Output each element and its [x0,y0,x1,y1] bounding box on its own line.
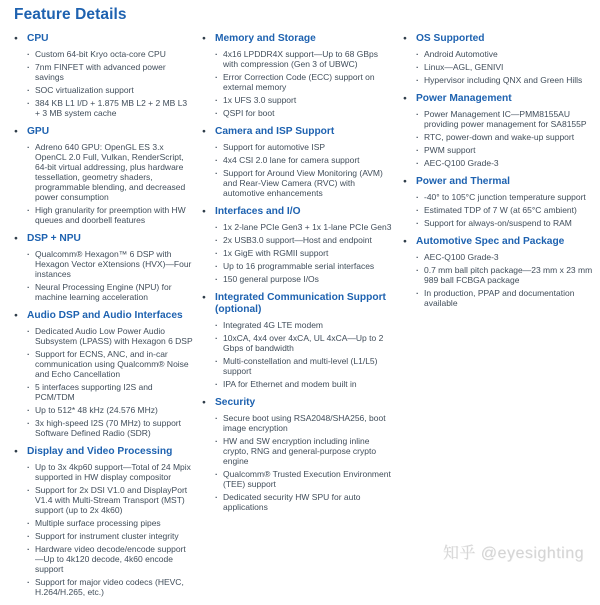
feature-item [215,155,395,165]
section-heading [14,446,193,458]
page-title: Feature Details [14,6,127,23]
item-bullet-icon: · [416,288,419,298]
feature-item [215,333,395,353]
section-bullet-icon: ● [14,127,18,135]
feature-item [215,222,395,232]
feature-item [215,108,395,118]
feature-item-text: Secure boot using RSA2048/SHA256, boot image encryption [223,413,386,433]
feature-section [202,397,395,512]
item-bullet-icon: · [27,349,30,359]
feature-item-text: Qualcomm® Hexagon™ 6 DSP with Hexagon Vector eXtensions (HVX)—Four instances [35,249,192,279]
feature-item-text: Support for Around View Monitoring (AVM) and Rear-View Camera (RVC) with automotive enhancements [223,168,383,198]
feature-item [27,142,193,202]
item-bullet-icon: · [215,95,218,105]
feature-section [403,93,596,168]
feature-item-text: PWM support [424,145,476,155]
feature-item [416,109,596,129]
feature-item-text: Integrated 4G LTE modem [223,320,324,330]
feature-item-text: Qualcomm® Trusted Execution Environment (TEE) support [223,469,391,489]
feature-section [403,236,596,308]
item-bullet-icon: · [215,469,218,479]
item-bullet-icon: · [215,356,218,366]
section-heading [14,33,193,45]
section-bullet-icon: ● [14,447,18,455]
section-items [14,326,193,438]
feature-item [416,75,596,85]
feature-item [27,485,193,515]
feature-item-text: Power Management IC—PMM8155AU providing power management for SA8155P [424,109,587,129]
feature-item [27,85,193,95]
feature-item-text: Error Correction Code (ECC) support on external memory [223,72,375,92]
feature-section [202,206,395,284]
feature-item-text: Hardware video decode/encode support—Up to 4k120 decode, 4k60 encode support [35,544,186,574]
section-items [403,252,596,308]
feature-item [27,282,193,302]
item-bullet-icon: · [27,249,30,259]
feature-item [416,205,596,215]
feature-item-text: In production, PPAP and documentation available [424,288,575,308]
section-bullet-icon: ● [202,398,206,406]
feature-item-text: 7nm FINFET with advanced power savings [35,62,166,82]
feature-item [215,72,395,92]
item-bullet-icon: · [27,98,30,108]
section-title: Automotive Spec and Package [416,236,565,247]
feature-item [215,168,395,198]
section-title: GPU [27,126,50,137]
section-title: Display and Video Processing [27,446,173,457]
item-bullet-icon: · [416,145,419,155]
feature-item-text: High granularity for preemption with HW queues and doorbell features [35,205,186,225]
section-bullet-icon: ● [202,127,206,135]
feature-item-text: QSPI for boot [223,108,275,118]
feature-item-text: Up to 512* 48 kHz (24.576 MHz) [35,405,158,415]
feature-item-text: Support for 2x DSI V1.0 and DisplayPort V1.4 with Multi-Stream Transport (MST) support (up to 2x 4k60) [35,485,188,515]
section-heading [202,33,395,45]
section-title: DSP + NPU [27,233,81,244]
section-title: Memory and Storage [215,33,316,44]
feature-item [416,252,596,262]
section-heading [14,233,193,245]
section-bullet-icon: ● [14,311,18,319]
item-bullet-icon: · [215,248,218,258]
item-bullet-icon: · [27,577,30,587]
item-bullet-icon: · [416,109,419,119]
feature-item-text: 1x GigE with RGMII support [223,248,329,258]
section-items [202,320,395,389]
feature-item-text: Android Automotive [424,49,498,59]
feature-section [202,33,395,118]
feature-item [215,413,395,433]
section-title: Power and Thermal [416,176,510,187]
feature-item [215,492,395,512]
item-bullet-icon: · [215,413,218,423]
section-heading [202,126,395,138]
item-bullet-icon: · [416,132,419,142]
item-bullet-icon: · [215,49,218,59]
section-items [202,49,395,118]
feature-item-text: Adreno 640 GPU: OpenGL ES 3.x OpenCL 2.0 Full, Vulkan, RenderScript, 64-bit virtual addressing, plus hardware tessellation, geometry shaders, programmable blending, and decreased power consumption [35,142,186,202]
watermark-text: 知乎 @eyesighting [442,545,584,562]
feature-item-text: 1x 2-lane PCIe Gen3 + 1x 1-lane PCIe Gen3 [223,222,392,232]
feature-item [27,544,193,574]
item-bullet-icon: · [215,142,218,152]
item-bullet-icon: · [215,261,218,271]
section-items [14,142,193,225]
item-bullet-icon: · [416,62,419,72]
feature-item-text: RTC, power-down and wake-up support [424,132,575,142]
feature-item-text: Linux—AGL, GENIVI [424,62,504,72]
feature-item-text: Estimated TDP of 7 W (at 65°C ambient) [424,205,577,215]
item-bullet-icon: · [215,222,218,232]
feature-item-text: Multiple surface processing pipes [35,518,161,528]
section-items [403,192,596,228]
feature-item-text: Support for major video codecs (HEVC, H.264/H.265, etc.) [35,577,184,597]
feature-item [215,248,395,258]
feature-item-text: Support for instrument cluster integrity [35,531,179,541]
item-bullet-icon: · [27,544,30,554]
feature-item-text: AEC-Q100 Grade-3 [424,252,499,262]
feature-item-text: 150 general purpose I/Os [223,274,319,284]
section-items [202,413,395,512]
section-items [14,49,193,118]
section-bullet-icon: ● [403,34,407,42]
section-bullet-icon: ● [202,293,206,301]
feature-section [14,126,193,225]
section-bullet-icon: ● [14,34,18,42]
feature-item-text: 0.7 mm ball pitch package—23 mm x 23 mm 989 ball FCBGA package [424,265,593,285]
section-heading [202,206,395,218]
item-bullet-icon: · [27,326,30,336]
feature-item-text: Hypervisor including QNX and Green Hills [424,75,583,85]
item-bullet-icon: · [27,531,30,541]
section-items [403,109,596,168]
feature-item-text: Neural Processing Engine (NPU) for machine learning acceleration [35,282,172,302]
watermark [443,540,584,563]
feature-item [416,218,596,228]
feature-item [215,49,395,69]
feature-item-text: Support for automotive ISP [223,142,326,152]
feature-item-text: 3x high-speed I2S (70 MHz) to support Software Defined Radio (SDR) [35,418,181,438]
feature-item-text: -40° to 105°C junction temperature support [424,192,586,202]
section-items [14,249,193,302]
feature-item [215,356,395,376]
feature-item-text: 384 KB L1 I/D + 1.875 MB L2 + 2 MB L3 + 3 MB system cache [35,98,188,118]
feature-item-text: Custom 64-bit Kryo octa-core CPU [35,49,166,59]
feature-section [403,176,596,228]
feature-item [27,405,193,415]
item-bullet-icon: · [27,485,30,495]
feature-item [27,382,193,402]
section-bullet-icon: ● [14,234,18,242]
feature-item-text: 1x UFS 3.0 support [223,95,297,105]
item-bullet-icon: · [27,85,30,95]
column-2 [202,33,395,520]
section-bullet-icon: ● [403,237,407,245]
item-bullet-icon: · [215,333,218,343]
feature-item [416,145,596,155]
item-bullet-icon: · [416,252,419,262]
item-bullet-icon: · [215,108,218,118]
section-items [403,49,596,85]
feature-item [416,158,596,168]
feature-item-text: HW and SW encryption including inline crypto, RNG and general-purpose crypto engine [223,436,377,466]
section-bullet-icon: ● [403,177,407,185]
feature-item [27,326,193,346]
section-bullet-icon: ● [403,94,407,102]
item-bullet-icon: · [215,168,218,178]
section-title: Power Management [416,93,512,104]
feature-item [215,320,395,330]
item-bullet-icon: · [27,382,30,392]
feature-item [27,577,193,597]
feature-item [416,132,596,142]
item-bullet-icon: · [416,205,419,215]
feature-section [202,292,395,389]
item-bullet-icon: · [27,462,30,472]
section-heading [403,93,596,105]
item-bullet-icon: · [416,158,419,168]
feature-item-text: Support for always-on/suspend to RAM [424,218,572,228]
feature-item-text: Support for ECNS, ANC, and in-car communication using Qualcomm® Noise and Echo Cancellation [35,349,189,379]
item-bullet-icon: · [27,49,30,59]
feature-item [27,49,193,59]
feature-item-text: 4x16 LPDDR4X support—Up to 68 GBps with compression (Gen 3 of UBWC) [223,49,378,69]
section-heading [14,310,193,322]
feature-item [27,462,193,482]
feature-item [215,235,395,245]
section-title: CPU [27,33,49,44]
feature-item-text: 5 interfaces supporting I2S and PCM/TDM [35,382,153,402]
section-bullet-icon: ● [202,207,206,215]
feature-item [27,418,193,438]
section-heading [202,292,395,316]
feature-item-text: AEC-Q100 Grade-3 [424,158,499,168]
item-bullet-icon: · [215,274,218,284]
section-items [202,142,395,198]
item-bullet-icon: · [416,49,419,59]
feature-item [27,98,193,118]
item-bullet-icon: · [27,205,30,215]
feature-section [403,33,596,85]
section-title: Security [215,397,256,408]
feature-item-text: Dedicated Audio Low Power Audio Subsystem (LPASS) with Hexagon 6 DSP [35,326,193,346]
feature-item [215,274,395,284]
item-bullet-icon: · [416,192,419,202]
item-bullet-icon: · [215,320,218,330]
section-heading [14,126,193,138]
feature-item [416,265,596,285]
section-title: Audio DSP and Audio Interfaces [27,310,183,321]
feature-item [416,288,596,308]
section-heading [403,33,596,45]
section-heading [202,397,395,409]
feature-section [14,33,193,118]
item-bullet-icon: · [27,518,30,528]
feature-item [27,249,193,279]
feature-item-text: 4x4 CSI 2.0 lane for camera support [223,155,360,165]
feature-item [215,95,395,105]
item-bullet-icon: · [416,265,419,275]
feature-item [215,469,395,489]
feature-item-text: 10xCA, 4x4 over 4xCA, UL 4xCA—Up to 2 Gbps of bandwidth [223,333,384,353]
item-bullet-icon: · [215,155,218,165]
feature-section [14,446,193,597]
section-title: Interfaces and I/O [215,206,301,217]
feature-item [27,349,193,379]
section-bullet-icon: ● [202,34,206,42]
item-bullet-icon: · [215,379,218,389]
section-items [202,222,395,284]
feature-section [202,126,395,198]
section-title: Camera and ISP Support [215,126,335,137]
feature-item [416,49,596,59]
item-bullet-icon: · [215,436,218,446]
feature-item [27,518,193,528]
feature-section [14,310,193,438]
feature-item [27,531,193,541]
feature-item [416,62,596,72]
item-bullet-icon: · [27,62,30,72]
item-bullet-icon: · [215,235,218,245]
column-1 [14,33,193,605]
feature-item [416,192,596,202]
feature-section [14,233,193,302]
item-bullet-icon: · [416,218,419,228]
item-bullet-icon: · [27,418,30,428]
feature-item-text: Dedicated security HW SPU for auto applications [223,492,361,512]
column-3 [403,33,596,316]
feature-item-text: SOC virtualization support [35,85,134,95]
feature-item-text: IPA for Ethernet and modem built in [223,379,357,389]
feature-item [215,261,395,271]
feature-item [27,205,193,225]
section-heading [403,236,596,248]
feature-item [27,62,193,82]
item-bullet-icon: · [27,405,30,415]
feature-item [215,142,395,152]
section-heading [403,176,596,188]
section-items [14,462,193,597]
item-bullet-icon: · [215,72,218,82]
section-title: Integrated Communication Support (optional) [215,292,386,315]
section-title: OS Supported [416,33,485,44]
feature-item [215,436,395,466]
feature-columns [14,33,596,605]
item-bullet-icon: · [27,282,30,292]
feature-item-text: Up to 16 programmable serial interfaces [223,261,375,271]
feature-item [215,379,395,389]
feature-item-text: Multi-constellation and multi-level (L1/L5) support [223,356,378,376]
feature-item-text: Up to 3x 4kp60 support—Total of 24 Mpix supported in HW display compositor [35,462,191,482]
item-bullet-icon: · [416,75,419,85]
item-bullet-icon: · [27,142,30,152]
item-bullet-icon: · [215,492,218,502]
feature-item-text: 2x USB3.0 support—Host and endpoint [223,235,372,245]
